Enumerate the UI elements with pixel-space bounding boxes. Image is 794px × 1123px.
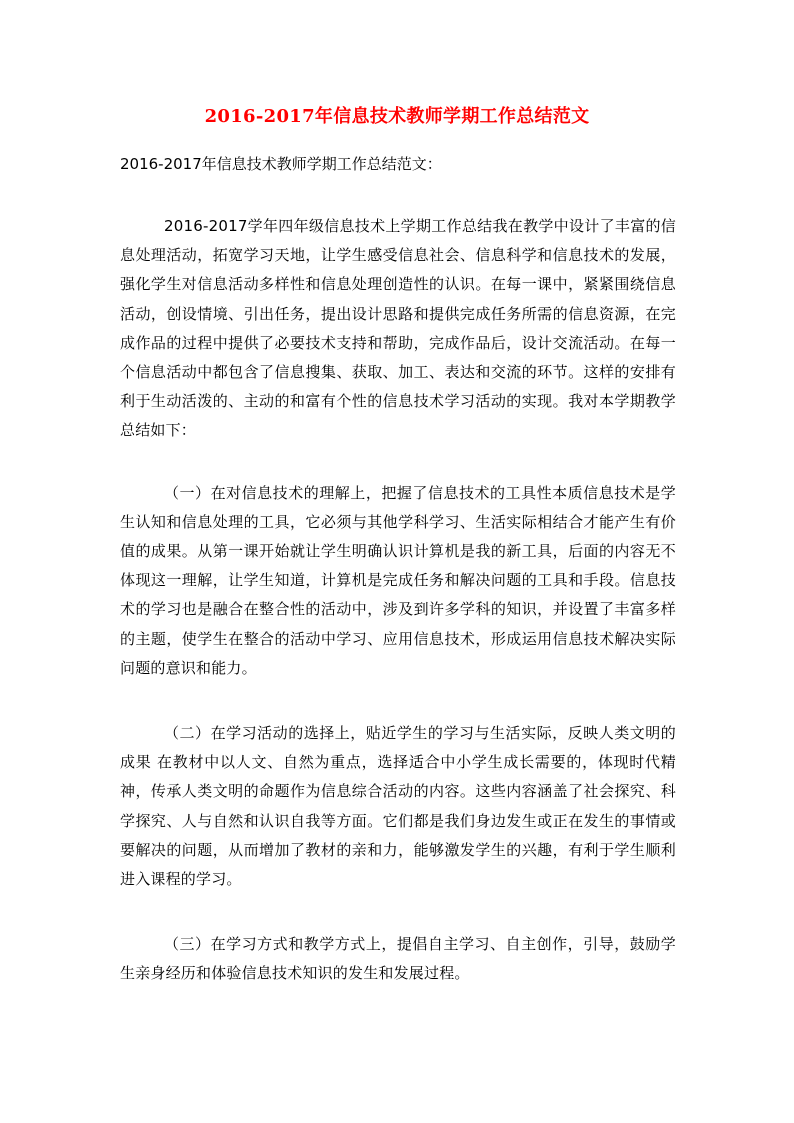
paragraph-section-2: （二）在学习活动的选择上，贴近学生的学习与生活实际，反映人类文明的成果 在教材中以人文、自然为重点，选择适合中小学生成长需要的，体现时代精神，传承人类文明的命题作为信息综合活动的内容。这些内容涵盖了社会探究、科学探究、人与自然和认识自我等方面。它们都是我们身边发生或正在发生的事情或要解决的问题，从而增加了教材的亲和力，能够激发学生的兴趣，有利于学生顺利进入课程的学习。 [120, 724, 676, 889]
paragraph-intro: 2016-2017学年四年级信息技术上学期工作总结我在教学中设计了丰富的信息处理活动，拓宽学习天地，让学生感受信息社会、信息科学和信息技术的发展，强化学生对信息活动多样性和信息处理创造性的认识。在每一课中，紧紧围绕信息活动，创设情境、引出任务，提出设计思路和提供完成任务所需的信息资源，在完成作品的过程中提供了必要技术支持和帮助，完成作品后，设计交流活动。在每一个信息活动中都包含了信息搜集、获取、加工、表达和交流的环节。这样的安排有利于生动活泼的、主动的和富有个性的信息技术学习活动的实现。我对本学期教学总结如下： [120, 217, 676, 440]
document-title: 2016-2017年信息技术教师学期工作总结范文 [204, 106, 590, 127]
document-subtitle: 2016-2017年信息技术教师学期工作总结范文： [120, 155, 442, 173]
paragraph-section-1: （一）在对信息技术的理解上，把握了信息技术的工具性本质信息技术是学生认知和信息处理的工具，它必须与其他学科学习、生活实际相结合才能产生有价值的成果。从第一课开始就让学生明确认识计算机是我的新工具，后面的内容无不体现这一理解，让学生知道，计算机是完成任务和解决问题的工具和手段。信息技术的学习也是融合在整合性的活动中，涉及到许多学科的知识，并设置了丰富多样的主题，使学生在整合的活动中学习、应用信息技术，形成运用信息技术解决实际问题的意识和能力。 [120, 483, 676, 677]
paragraph-section-3: （三）在学习方式和教学方式上，提倡自主学习、自主创作，引导，鼓励学生亲身经历和体验信息技术知识的发生和发展过程。 [120, 935, 676, 983]
document-body [120, 212, 676, 1022]
